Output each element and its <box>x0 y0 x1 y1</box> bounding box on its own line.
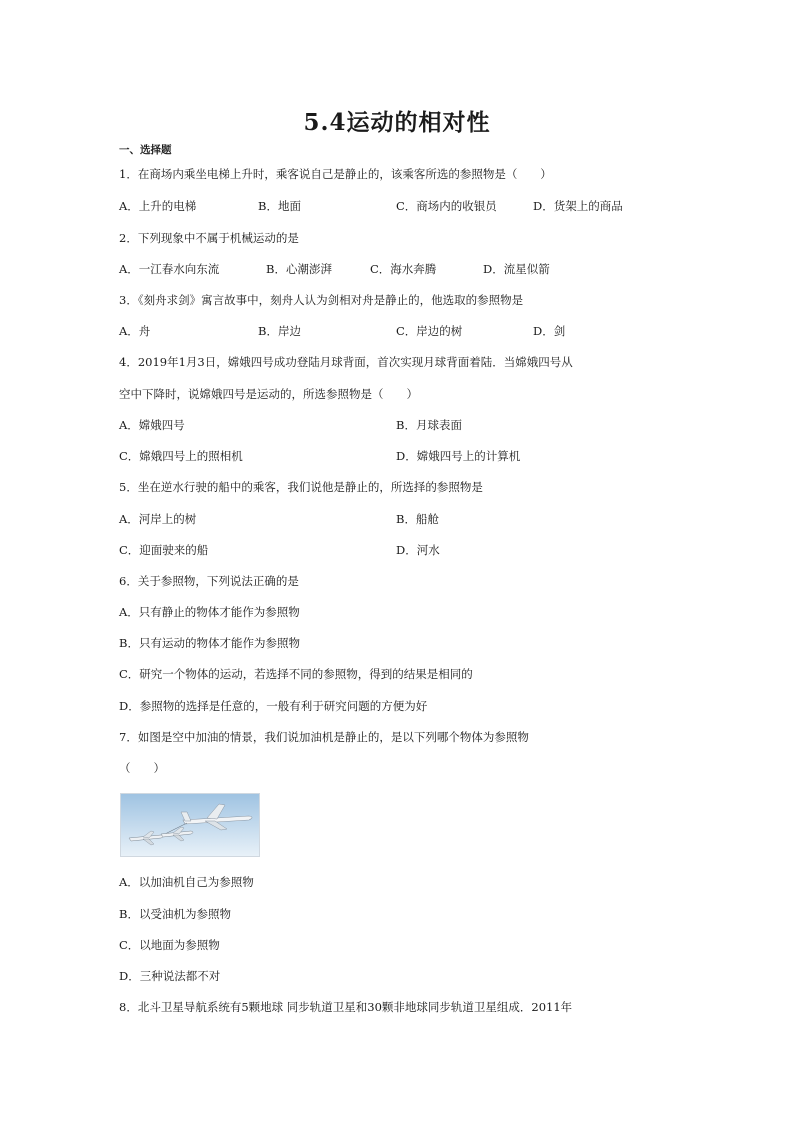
q3-option-d: D．剑 <box>533 324 566 338</box>
q4-option-a: A．嫦娥四号 <box>119 418 185 432</box>
q2-option-b: B．心潮澎湃 <box>266 262 332 276</box>
question-4-stem-cont: 空中下降时，说嫦娥四号是运动的，所选参照物是（ ） <box>119 387 418 401</box>
q7-option-b: B．以受油机为参照物 <box>119 907 231 921</box>
q4-option-d: D．嫦娥四号上的计算机 <box>396 449 521 463</box>
q6-option-a: A．只有静止的物体才能作为参照物 <box>119 605 300 619</box>
q7-option-d: D．三种说法都不对 <box>119 969 221 983</box>
q5-option-c: C．迎面驶来的船 <box>119 543 209 557</box>
section-heading: 一、选择题 <box>119 144 172 156</box>
question-1-stem: 1．在商场内乘坐电梯上升时，乘客说自己是静止的，该乘客所选的参照物是（ ） <box>119 167 552 181</box>
q1-option-a: A．上升的电梯 <box>119 199 197 213</box>
question-8-stem: 8．北斗卫星导航系统有5颗地球 同步轨道卫星和30颗非地球同步轨道卫星组成．2011年 <box>119 1000 573 1014</box>
q5-option-b: B．船舱 <box>396 512 439 526</box>
question-7-stem: 7．如图是空中加油的情景，我们说加油机是静止的，是以下列哪个物体为参照物 <box>119 730 529 744</box>
q2-option-a: A．一江春水向东流 <box>119 262 220 276</box>
q5-option-a: A．河岸上的树 <box>119 512 197 526</box>
q6-option-b: B．只有运动的物体才能作为参照物 <box>119 636 300 650</box>
q2-option-c: C．海水奔腾 <box>370 262 437 276</box>
q4-option-b: B．月球表面 <box>396 418 462 432</box>
question-4-stem: 4．2019年1月3日，嫦娥四号成功登陆月球背面，首次实现月球背面着陆．当嫦娥四号从 <box>119 355 573 369</box>
q3-option-c: C．岸边的树 <box>396 324 463 338</box>
q6-option-c: C．研究一个物体的运动，若选择不同的参照物，得到的结果是相同的 <box>119 667 473 681</box>
q2-option-d: D．流星似箭 <box>483 262 550 276</box>
q6-option-d: D．参照物的选择是任意的，一般有利于研究问题的方便为好 <box>119 699 428 713</box>
question-6-stem: 6．关于参照物，下列说法正确的是 <box>119 574 299 588</box>
q1-option-d: D．货架上的商品 <box>533 199 623 213</box>
page-title: 5.4运动的相对性 <box>303 109 491 136</box>
question-3-stem: 3．《刻舟求剑》寓言故事中，刻舟人认为剑相对舟是静止的，他选取的参照物是 <box>119 293 524 307</box>
question-7-stem-cont: （ ） <box>119 761 165 775</box>
q7-option-a: A．以加油机自己为参照物 <box>119 875 254 889</box>
q7-option-c: C．以地面为参照物 <box>119 938 220 952</box>
q4-option-c: C．嫦娥四号上的照相机 <box>119 449 243 463</box>
q5-option-d: D．河水 <box>396 543 440 557</box>
question-5-stem: 5．坐在逆水行驶的船中的乘客，我们说他是静止的，所选择的参照物是 <box>119 480 483 494</box>
refueling-photo <box>120 793 260 857</box>
q1-option-c: C．商场内的收银员 <box>396 199 497 213</box>
q3-option-b: B．岸边 <box>258 324 301 338</box>
aircraft-refueling-image <box>121 794 259 856</box>
question-2-stem: 2．下列现象中不属于机械运动的是 <box>119 231 299 245</box>
q3-option-a: A．舟 <box>119 324 151 338</box>
q1-option-b: B．地面 <box>258 199 301 213</box>
